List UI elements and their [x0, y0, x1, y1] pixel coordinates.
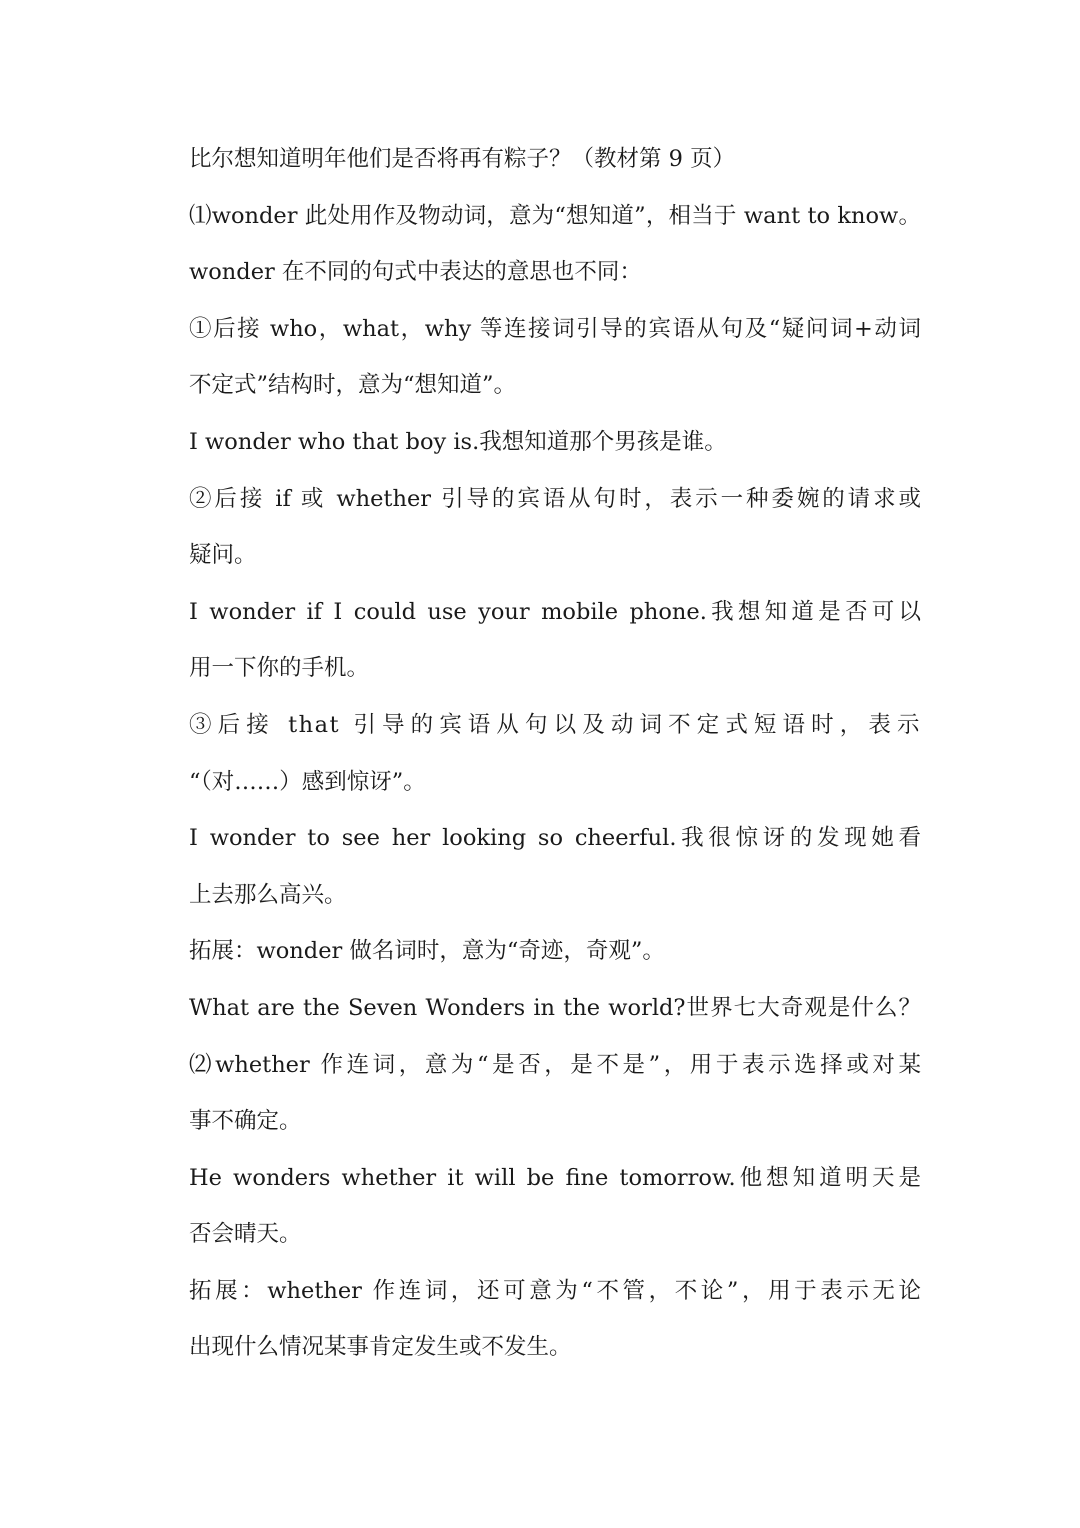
text-line-16: What are the Seven Wonders in the world?世界七大奇观是什么？ [189, 994, 921, 1021]
text-line-6: I wonder who that boy is.我想知道那个男孩是谁。 [189, 428, 727, 455]
text-line-21: 拓展：whether 作连词，还可意为“不管，不论”，用于表示无论 [189, 1277, 921, 1304]
text-line-4: ①后接 who，what，why 等连接词引导的宾语从句及“疑问词+动词 [189, 315, 921, 342]
text-line-1: 比尔想知道明年他们是否将再有粽子？（教材第 9 页） [189, 146, 736, 172]
text-line-13: I wonder to see her looking so cheerful.我很惊讶的发现她看 [189, 825, 921, 852]
text-line-15: 拓展：wonder 做名词时，意为“奇迹，奇观”。 [189, 938, 665, 965]
text-line-8: 疑问。 [189, 542, 257, 569]
text-line-3: wonder 在不同的句式中表达的意思也不同： [189, 259, 642, 286]
text-line-19: He wonders whether it will be fine tomorrow.他想知道明天是 [189, 1164, 921, 1191]
text-line-10: 用一下你的手机。 [189, 655, 370, 682]
text-line-17: ⑵whether 作连词，意为“是否，是不是”，用于表示选择或对某 [189, 1051, 921, 1078]
text-line-18: 事不确定。 [189, 1108, 302, 1135]
document-page [189, 131, 921, 1376]
text-line-2: ⑴wonder 此处用作及物动词，意为“想知道”，相当于 want to know。 [189, 202, 921, 229]
text-line-11: ③后接 that 引导的宾语从句以及动词不定式短语时，表示 [189, 711, 921, 738]
text-line-7: ②后接 if 或 whether 引导的宾语从句时，表示一种委婉的请求或 [189, 485, 921, 512]
text-line-12: “（对……）感到惊讶”。 [189, 768, 426, 795]
text-line-5: 不定式”结构时，意为“想知道”。 [189, 372, 517, 399]
text-line-14: 上去那么高兴。 [189, 881, 347, 908]
text-line-9: I wonder if I could use your mobile phone.我想知道是否可以 [189, 598, 921, 625]
text-line-22: 出现什么情况某事肯定发生或不发生。 [189, 1334, 572, 1361]
text-line-20: 否会晴天。 [189, 1221, 302, 1248]
